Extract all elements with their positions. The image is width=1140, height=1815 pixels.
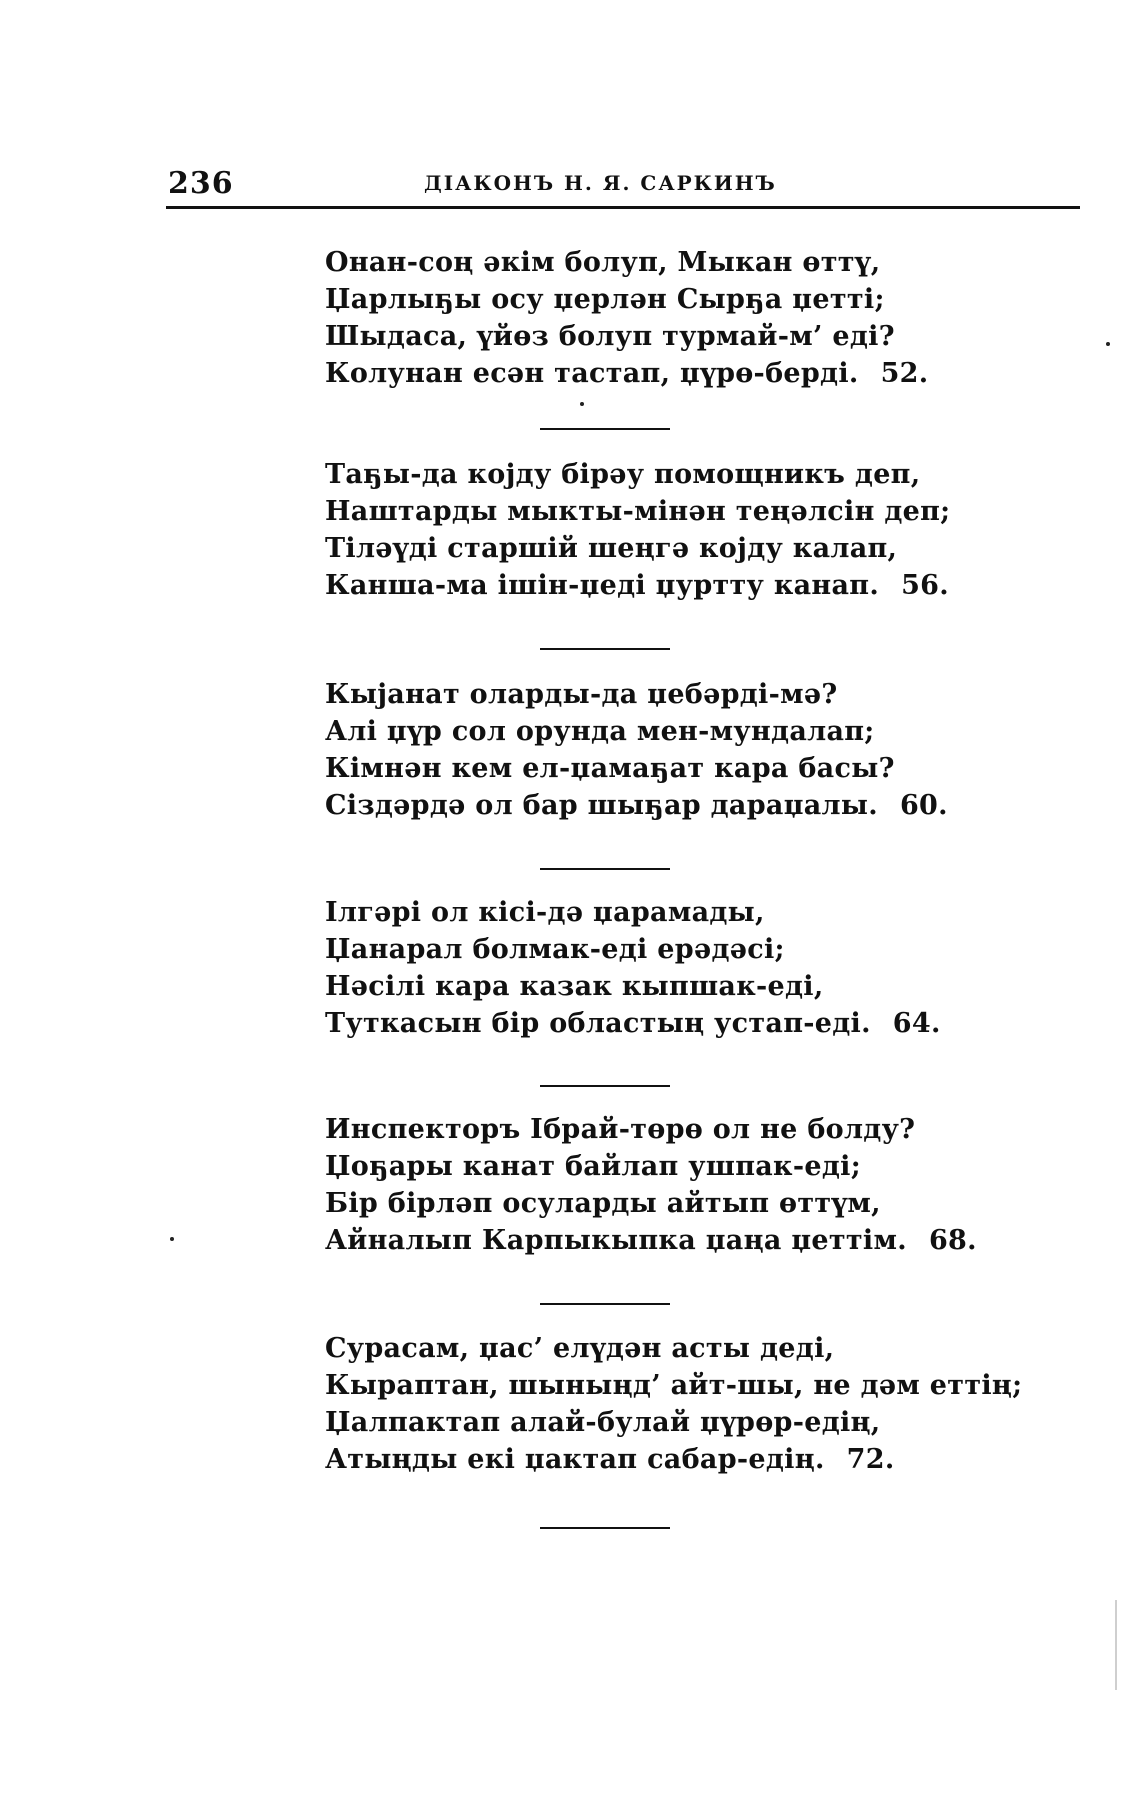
verse-line: Наштарды мыкты-мінән теңәлсін деп; — [325, 496, 951, 527]
verse-line: Нәсілі кара казак кыпшак-еді, — [325, 971, 824, 1002]
stanza-2 — [325, 456, 951, 604]
verse-line: Шыдаса, үйөз болуп турмай-м’ еді? — [325, 321, 895, 352]
line-number: 68. — [928, 1225, 977, 1256]
verse-line: Џалпактап алай-булай џүрөр-едің, — [325, 1407, 881, 1438]
verse-line: Инспекторъ Ібрай-төрө ол не болду? — [325, 1114, 916, 1145]
verse-line — [325, 1005, 945, 1042]
line-number: 64. — [892, 1008, 941, 1039]
line-number: 52. — [880, 358, 929, 389]
verse-line — [325, 1441, 945, 1478]
header-rule — [166, 206, 1080, 209]
stanza-3 — [325, 676, 948, 824]
scan-speck — [170, 1237, 174, 1241]
verse-line — [325, 355, 945, 392]
stanza-divider — [540, 648, 670, 650]
verse-line — [325, 1222, 977, 1259]
stanza-5 — [325, 1111, 977, 1259]
stanza-divider — [540, 1303, 670, 1305]
scan-speck — [580, 402, 584, 406]
stanza-1 — [325, 244, 945, 392]
verse-line: Ілгәрі ол кісі-дә џарамады, — [325, 897, 765, 928]
verse-line — [325, 787, 948, 824]
running-head: ДІАКОНЪ Н. Я. САРКИНЪ — [424, 171, 777, 195]
verse-line: Сурасам, џас’ елүдән асты деді, — [325, 1333, 835, 1364]
stanza-divider — [540, 1527, 670, 1529]
verse-text: Сіздәрдә ол бар шыҕар дараџалы. — [325, 790, 878, 821]
verse-text: Туткасын бір областың устап-еді. — [325, 1008, 871, 1039]
stanza-6 — [325, 1330, 1023, 1478]
verse-line: Тіләүді старшій шеңгә коjду калап, — [325, 533, 898, 564]
page-number: 236 — [168, 166, 234, 201]
verse-text: Колунан есән тастап, џүрө-берді. — [325, 358, 859, 389]
scan-edge-mark — [1115, 1600, 1117, 1690]
verse-line: Бір бірләп осуларды айтып өттүм, — [325, 1188, 881, 1219]
verse-line — [325, 567, 949, 604]
verse-line: Таҕы-да коjду бірәу помощникъ деп, — [325, 459, 921, 490]
verse-text: Канша-ма ішін-џеді џуртту канап. — [325, 570, 880, 601]
verse-line: Онан-соң әкім болуп, Мыкан өттү, — [325, 247, 881, 278]
verse-line: Кыраптан, шыныңд’ айт-шы, не дәм еттің; — [325, 1370, 1023, 1401]
verse-line: Кімнән кем ел-џамаҕат кара басы? — [325, 753, 895, 784]
verse-text: Айналып Карпыкыпка џаңа џеттім. — [325, 1225, 907, 1256]
line-number: 72. — [846, 1444, 895, 1475]
stanza-4 — [325, 894, 945, 1042]
verse-line: Кыјанат оларды-да џебәрді-мә? — [325, 679, 838, 710]
verse-line: Џарлыҕы осу џерлән Сырҕа џетті; — [325, 284, 885, 315]
verse-text: Атыңды екі џактап сабар-едің. — [325, 1444, 825, 1475]
line-number: 56. — [901, 570, 949, 601]
verse-line: Џоҕары канат байлап ушпак-еді; — [325, 1151, 861, 1182]
stanza-divider — [540, 428, 670, 430]
verse-line: Џанарал болмак-еді ерәдәсі; — [325, 934, 785, 965]
stanza-divider — [540, 1085, 670, 1087]
verse-line: Алі џүр сол орунда мен-мундалап; — [325, 716, 875, 747]
stanza-divider — [540, 868, 670, 870]
line-number: 60. — [899, 790, 948, 821]
scan-speck — [1106, 342, 1110, 346]
